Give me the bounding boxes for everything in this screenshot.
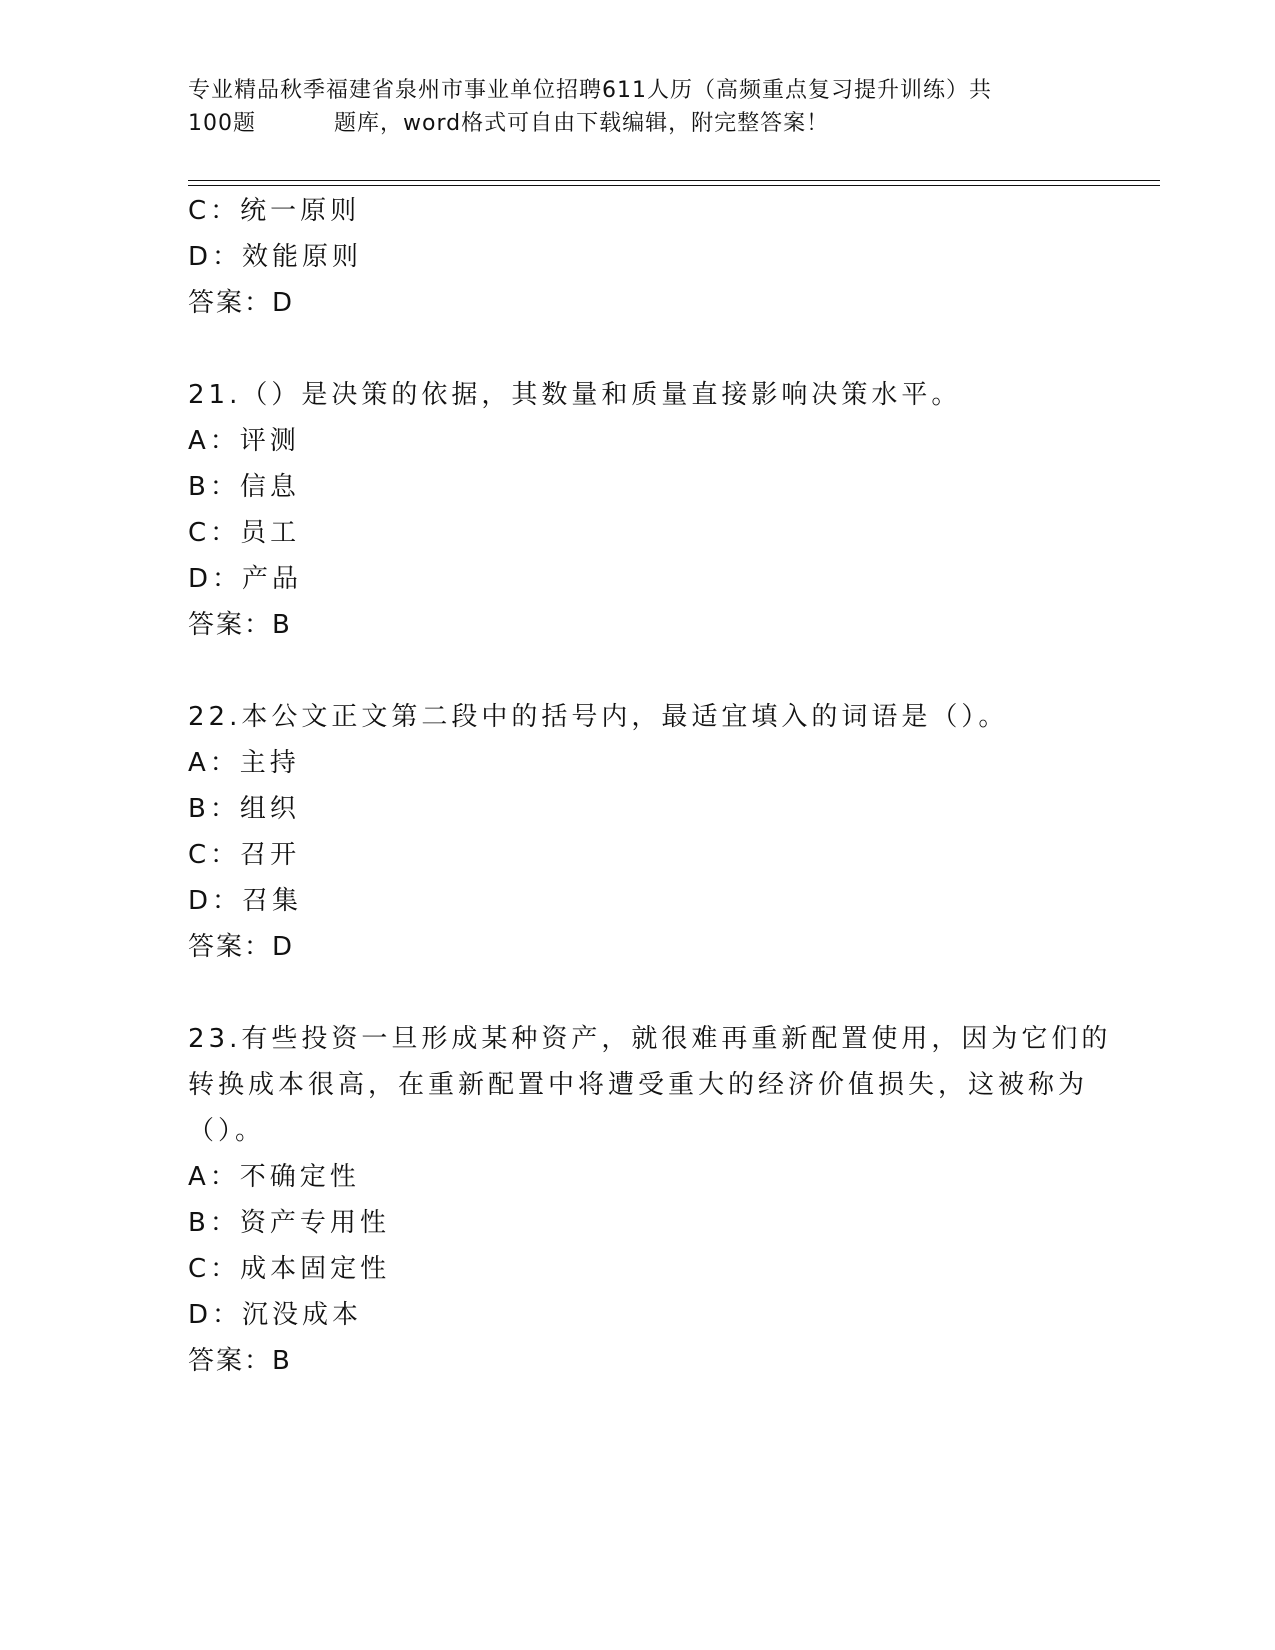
question-title-line-2: 转换成本很高，在重新配置中将遭受重大的经济价值损失，这被称为 <box>188 1070 1089 1100</box>
answer-line: 答案：D <box>188 288 295 318</box>
header-rule-top <box>188 180 1160 181</box>
option-text: 不确定性 <box>239 1162 360 1192</box>
header-rule-bottom <box>188 185 1160 186</box>
option-label: C： <box>188 840 241 870</box>
question-23 <box>188 1016 1112 1384</box>
answer-line: 答案：B <box>188 1346 292 1376</box>
header-title-line-1: 专业精品秋季福建省泉州市事业单位招聘611人历（高频重点复习提升训练）共 <box>188 78 992 103</box>
question-spacer <box>188 970 1088 1016</box>
option-text: 信息 <box>239 472 300 502</box>
option-label: C： <box>188 518 241 548</box>
document-header <box>188 74 1068 140</box>
question-spacer <box>188 326 1088 372</box>
option-label: B： <box>188 1208 240 1238</box>
question-20-continuation <box>188 188 1088 326</box>
option-label: B： <box>188 794 240 824</box>
option-text: 评测 <box>239 426 300 456</box>
option-text: 产品 <box>242 564 303 594</box>
option-label: D： <box>188 242 243 272</box>
option-label: B： <box>188 472 240 502</box>
option-text: 组织 <box>239 794 300 824</box>
header-title-line-2 <box>188 107 1068 140</box>
option-d <box>188 1292 1088 1338</box>
question-title: 21.（）是决策的依据，其数量和质量直接影响决策水平。 <box>188 380 962 410</box>
header-title-suffix: 题库，word格式可自由下载编辑，附完整答案！ <box>334 111 830 136</box>
option-b <box>188 464 1088 510</box>
option-a <box>188 418 1088 464</box>
option-c <box>188 510 1088 556</box>
option-text: 统一原则 <box>240 196 361 226</box>
question-list <box>188 188 1112 1384</box>
option-text: 召开 <box>240 840 301 870</box>
option-c <box>188 1246 1088 1292</box>
question-21 <box>188 372 1088 648</box>
option-b <box>188 1200 1088 1246</box>
answer-line: 答案：B <box>188 610 292 640</box>
question-title-line-1: 23.有些投资一旦形成某种资产，就很难再重新配置使用，因为它们的 <box>188 1024 1112 1054</box>
option-label: C： <box>188 1254 241 1284</box>
option-a <box>188 740 1088 786</box>
option-label: D： <box>188 1300 243 1330</box>
option-label: C： <box>188 196 241 226</box>
option-d <box>188 878 1088 924</box>
option-label: D： <box>188 886 243 916</box>
option-a <box>188 1154 1088 1200</box>
option-text: 沉没成本 <box>242 1300 363 1330</box>
option-text: 成本固定性 <box>240 1254 391 1284</box>
option-text: 员工 <box>240 518 301 548</box>
option-label: A： <box>188 748 240 778</box>
question-spacer <box>188 648 1088 694</box>
header-question-count: 100题 <box>188 111 256 136</box>
option-b <box>188 786 1088 832</box>
option-c <box>188 832 1088 878</box>
option-text: 效能原则 <box>242 242 363 272</box>
option-c <box>188 188 1088 234</box>
option-label: A： <box>188 1162 240 1192</box>
question-title: 22.本公文正文第二段中的括号内，最适宜填入的词语是（）。 <box>188 702 1009 732</box>
option-text: 召集 <box>242 886 303 916</box>
option-d <box>188 234 1088 280</box>
question-22 <box>188 694 1088 970</box>
answer-line: 答案：D <box>188 932 295 962</box>
option-label: D： <box>188 564 243 594</box>
option-text: 资产专用性 <box>239 1208 390 1238</box>
option-label: A： <box>188 426 240 456</box>
question-title-line-3: （）。 <box>188 1116 266 1146</box>
option-d <box>188 556 1088 602</box>
option-text: 主持 <box>239 748 300 778</box>
